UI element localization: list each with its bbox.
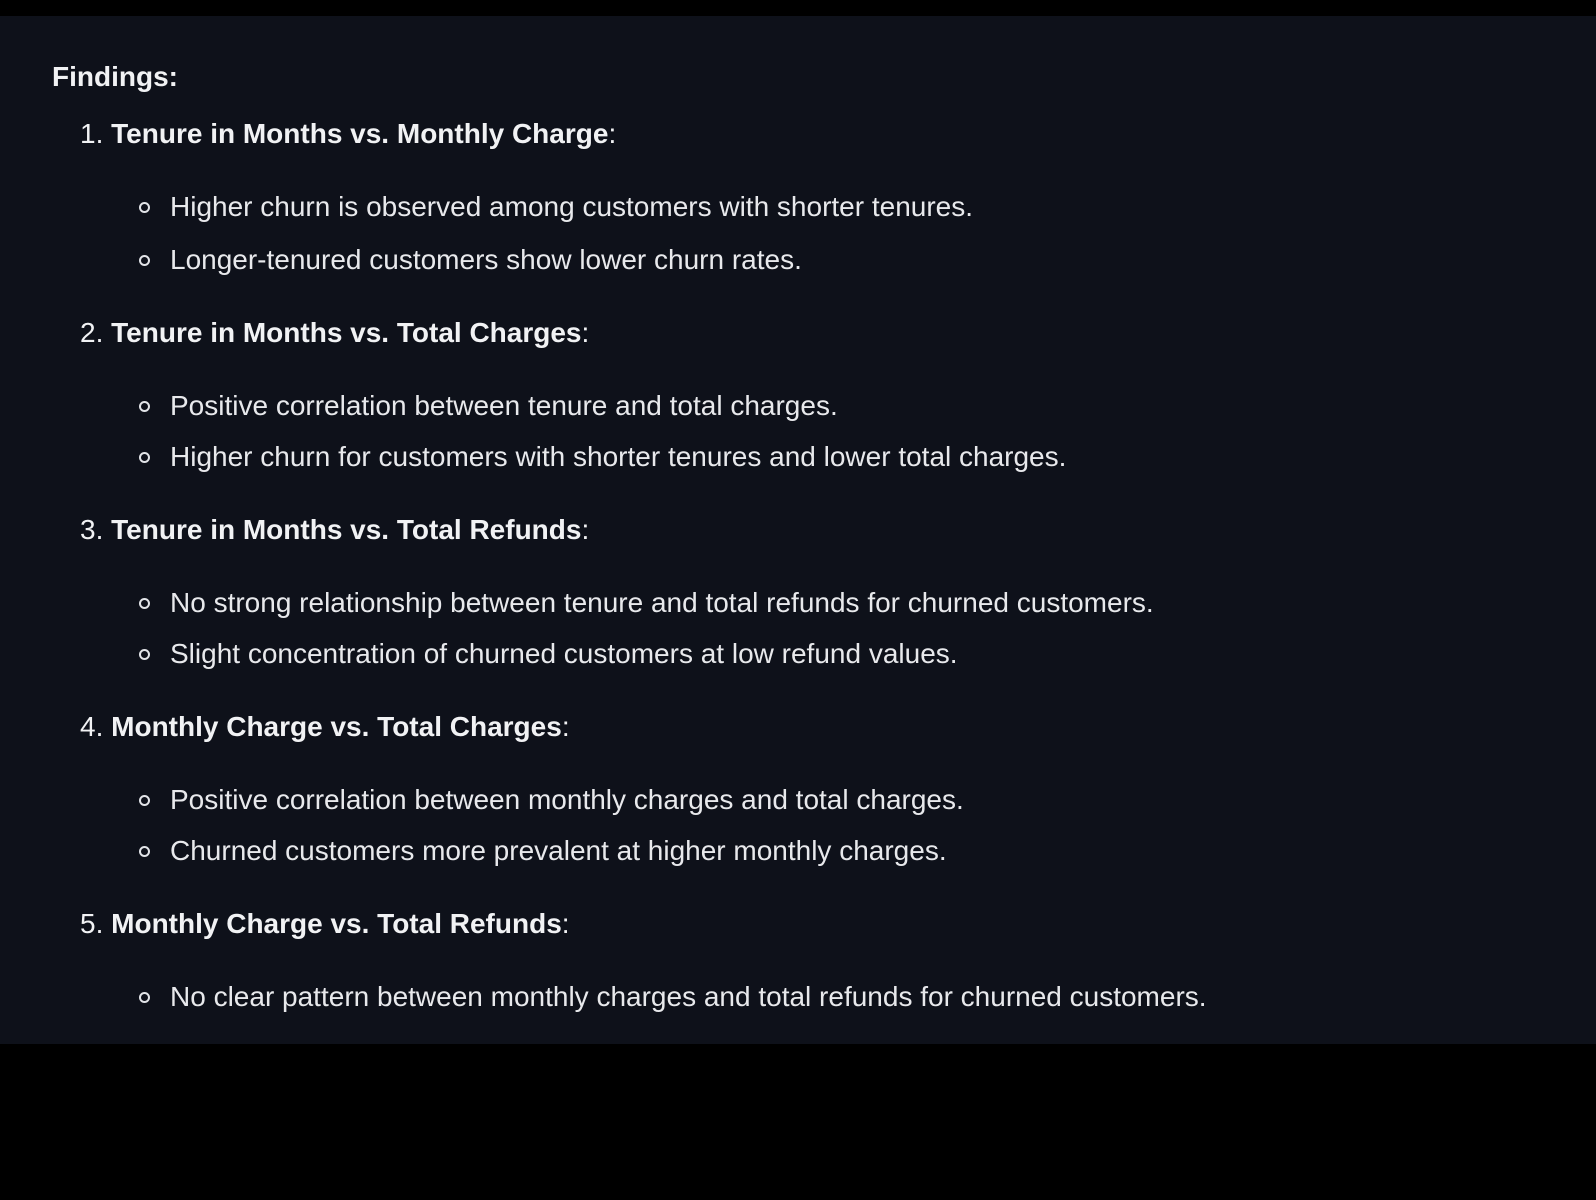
finding-title-text: Tenure in Months vs. Total Charges — [111, 317, 582, 348]
finding-title-text: Tenure in Months vs. Monthly Charge — [111, 118, 609, 149]
finding-title-colon: : — [608, 118, 617, 149]
finding-title — [80, 117, 616, 151]
finding-bullet-text: No clear pattern between monthly charges and total refunds for churned customers. — [170, 981, 1207, 1012]
hollow-bullet-icon — [139, 255, 150, 266]
finding-bullet — [0, 190, 1596, 224]
findings-panel — [0, 16, 1596, 1044]
finding-number: 4. — [80, 711, 104, 742]
findings-heading: Findings: — [52, 61, 178, 92]
finding-title-text: Tenure in Months vs. Total Refunds — [111, 514, 582, 545]
finding-bullet — [0, 389, 1596, 423]
hollow-bullet-icon — [139, 649, 150, 660]
finding-bullet-text: Higher churn is observed among customers with shorter tenures. — [170, 191, 974, 222]
finding-bullet-text: Slight concentration of churned customers at low refund values. — [170, 638, 958, 669]
finding-title-colon: : — [581, 514, 590, 545]
finding-title — [80, 316, 589, 350]
hollow-bullet-icon — [139, 598, 150, 609]
hollow-bullet-icon — [139, 846, 150, 857]
finding-number: 5. — [80, 908, 104, 939]
finding-title — [80, 513, 589, 547]
finding-bullet-text: Positive correlation between monthly charges and total charges. — [170, 784, 964, 815]
finding-bullet — [0, 783, 1596, 817]
finding-bullet — [0, 586, 1596, 620]
finding-bullet — [0, 243, 1596, 277]
finding-title-colon: : — [561, 908, 570, 939]
finding-title-colon: : — [561, 711, 570, 742]
hollow-bullet-icon — [139, 401, 150, 412]
finding-bullet-text: Churned customers more prevalent at higher monthly charges. — [170, 835, 947, 866]
hollow-bullet-icon — [139, 795, 150, 806]
finding-title-text: Monthly Charge vs. Total Refunds — [111, 908, 562, 939]
finding-bullet-text: No strong relationship between tenure and total refunds for churned customers. — [170, 587, 1154, 618]
finding-number: 2. — [80, 317, 104, 348]
finding-bullet — [0, 440, 1596, 474]
finding-title-text: Monthly Charge vs. Total Charges — [111, 711, 562, 742]
finding-title — [80, 710, 570, 744]
finding-bullet-text: Positive correlation between tenure and total charges. — [170, 390, 838, 421]
finding-bullet-text: Higher churn for customers with shorter tenures and lower total charges. — [170, 441, 1067, 472]
finding-bullet-text: Longer-tenured customers show lower churn rates. — [170, 244, 802, 275]
finding-bullet — [0, 980, 1596, 1014]
finding-title — [80, 907, 570, 941]
finding-bullet — [0, 637, 1596, 671]
hollow-bullet-icon — [139, 452, 150, 463]
finding-number: 1. — [80, 118, 104, 149]
hollow-bullet-icon — [139, 992, 150, 1003]
finding-bullet — [0, 834, 1596, 868]
hollow-bullet-icon — [139, 202, 150, 213]
finding-number: 3. — [80, 514, 104, 545]
finding-title-colon: : — [581, 317, 590, 348]
